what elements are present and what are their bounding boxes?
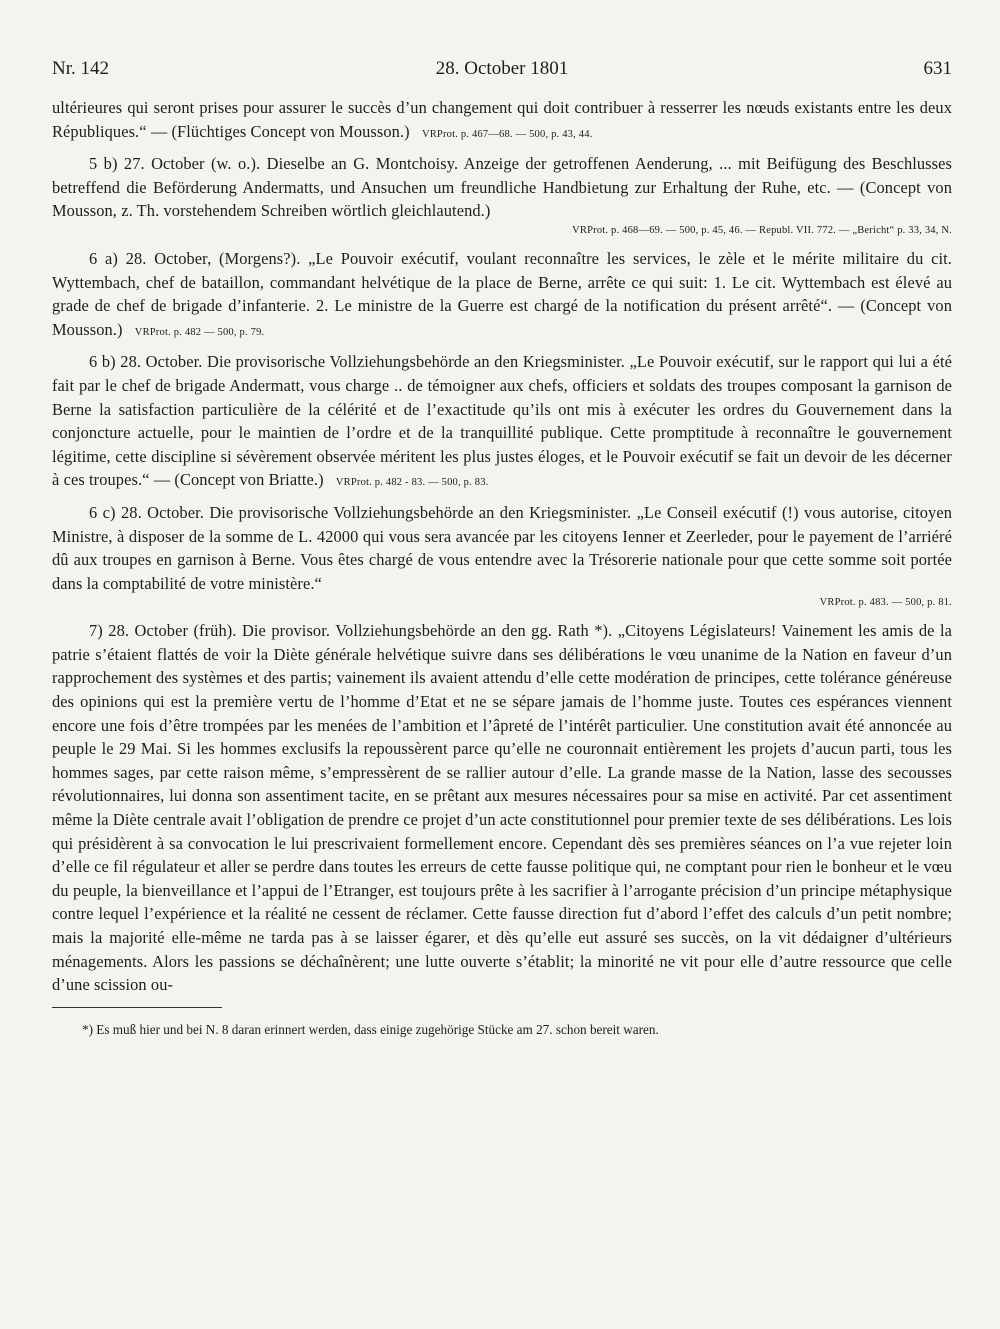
source-reference: VRProt. p. 483. — 500, p. 81. bbox=[819, 597, 952, 609]
paragraph-text: ultérieures qui seront prises pour assurer le succès d’un changement qui doit contribuer à resserrer les nœuds existants entre les deux Républiques.“ — (Flüchtiges Concept von Mousson.) bbox=[52, 98, 952, 141]
source-reference: VRProt. p. 468—69. — 500, p. 45, 46. — Republ. VII. 772. — „Bericht“ p. 33, 34, N. bbox=[572, 224, 952, 236]
page-date: 28. October 1801 bbox=[435, 58, 569, 79]
entry-number: Nr. 142 bbox=[52, 58, 109, 79]
paragraph-5b bbox=[52, 152, 952, 241]
paragraph-continuation bbox=[52, 96, 952, 146]
source-reference: VRProt. p. 482 - 83. — 500, p. 83. bbox=[335, 477, 489, 489]
footnote-divider bbox=[52, 1007, 222, 1008]
source-reference: VRProt. p. 482 — 500, p. 79. bbox=[134, 326, 265, 338]
paragraph-text: 6 c) 28. October. Die provisorische Vollziehungsbehörde an den Kriegsminister. „Le Conseil exécutif (!) vous autorise, citoyen Ministre, à disposer de la somme de L. 42000 qui vous sera avancée par les citoyens Ienner et Zeerleder, pour le payement de l’arriéré dû aux troupes en garnison à Berne. Vous êtes chargé de vous entendre avec la Trésorerie nationale pour que cette somme soit portée dans la comptabilité de votre ministère.“ bbox=[52, 502, 952, 593]
paragraph-6a bbox=[52, 247, 952, 344]
document-page bbox=[52, 58, 952, 1052]
page-number: 631 bbox=[923, 58, 952, 79]
paragraph-7 bbox=[52, 619, 952, 997]
paragraph-6b bbox=[52, 350, 952, 495]
running-head bbox=[52, 58, 952, 86]
paragraph-6c bbox=[52, 501, 952, 613]
body-text bbox=[52, 96, 952, 997]
paragraph-text: 5 b) 27. October (w. o.). Dieselbe an G. Montchoisy. Anzeige der getroffenen Aenderung, ... mit Beifügung des Beschlusses betreffend die Beförderung Andermatts, und Ansuchen um freundliche Handbietung zur Erhaltung der Ruhe, etc. — (Concept von Mousson, z. Th. vorstehendem Schreiben wörtlich gleichlautend.) bbox=[52, 154, 952, 221]
footnote: *) Es muß hier und bei N. 8 daran erinnert werden, dass einige zugehörige Stücke am 27. schon bereit waren. bbox=[82, 1021, 659, 1037]
paragraph-text: 6 b) 28. October. Die provisorische Vollziehungsbehörde an den Kriegsminister. „Le Pouvoir exécutif, sur le rapport qui lui a été fait par le chef de brigade Andermatt, vous charge .. de témoigner aux chefs, officiers et soldats des troupes composant la garnison de Berne la satisfaction particulière de la célérité et de l’exactitude qu’ils ont mis à exécuter les ordres du Gouvernement dans la conjoncture actuelle, pour le maintien de l’ordre et de la tranquillité publique. Cette promptitude à reconnaître le gouvernement légitime, cette discipline si sévèrement observée méritent les plus justes éloges, et le Pouvoir exécutif se fait un devoir de les décerner à ces troupes.“ — (Concept von Briatte.) bbox=[52, 352, 952, 490]
source-reference: VRProt. p. 467—68. — 500, p. 43, 44. bbox=[421, 128, 593, 140]
paragraph-text: 7) 28. October (früh). Die provisor. Vollziehungsbehörde an den gg. Rath *). „Citoyens Législateurs! Vainement les amis de la patrie s’étaient flattés de voir la Diète générale helvétique suivre dans ses délibérations le vœu unanime de la Nation en faveur d’un rapprochement des systèmes et des partis; vainement ils avaient attendu d’elle cette modération de principes, cette tolérance généreuse des opinions qui est la première vertu de l’homme d’Etat et ne se sépare jamais de l’homme juste. Toutes ces espérances viennent encore une fois d’être trompées par les menées de l’ambition et l’âpreté de l’intérêt particulier. Une constitution avait été annoncée au peuple le 29 Mai. Si les hommes exclusifs la repoussèrent parce qu’elle ne couronnait entièrement les projets d’aucun parti, tous les hommes sages, par cette raison même, s’empressèrent de se rallier autour d’elle. La grande masse de la Nation, lasse des secousses révolutionnaires, lui donna son assentiment tacite, en se prêtant aux mesures nécessaires pour sa mise en activité. Par cet assentiment même la Diète centrale avait l’obligation de prendre ce projet d’un acte constitutionnel pour premier texte de ses délibérations. Les lois qui présidèrent à sa convocation le lui prescrivaient formellement encore. Cependant dès ses premières séances on l’a vue rejeter loin d’elle ce fil régulateur et aller se perdre dans toutes les erreurs de cette fausse politique qui, ne comptant pour rien le bonheur et le vœu du peuple, la bienveillance et l’appui de l’Etranger, est toujours prête à les sacrifier à l’arrogante précision d’un principe métaphysique contre lequel l’expérience et la réalité ne cessent de réclamer. Cette fausse direction fut d’abord l’effet des calculs d’un petit nombre; mais la majorité elle-même ne tarda pas à se laisser égarer, et dès qu’elle eut assuré ses succès, on la vit dédaigner d’ultérieurs ménagements. Alors les passions se déchaînèrent; une lutte ouverte s’établit; la minorité ne vit pour elle d’autre ressource que celle d’une scission ou- bbox=[52, 621, 952, 995]
paragraph-text: 6 a) 28. October, (Morgens?). „Le Pouvoir exécutif, voulant reconnaître les services, le zèle et le mérite militaire du cit. Wyttembach, chef de bataillon, commandant helvétique de la place de Berne, arrête ce qui suit: 1. Le cit. Wyttembach est élevé au grade de chef de brigade d’infanterie. 2. Le ministre de la Guerre est chargé de la notification du présent arrêté“. — (Concept von Mousson.) bbox=[52, 248, 952, 339]
